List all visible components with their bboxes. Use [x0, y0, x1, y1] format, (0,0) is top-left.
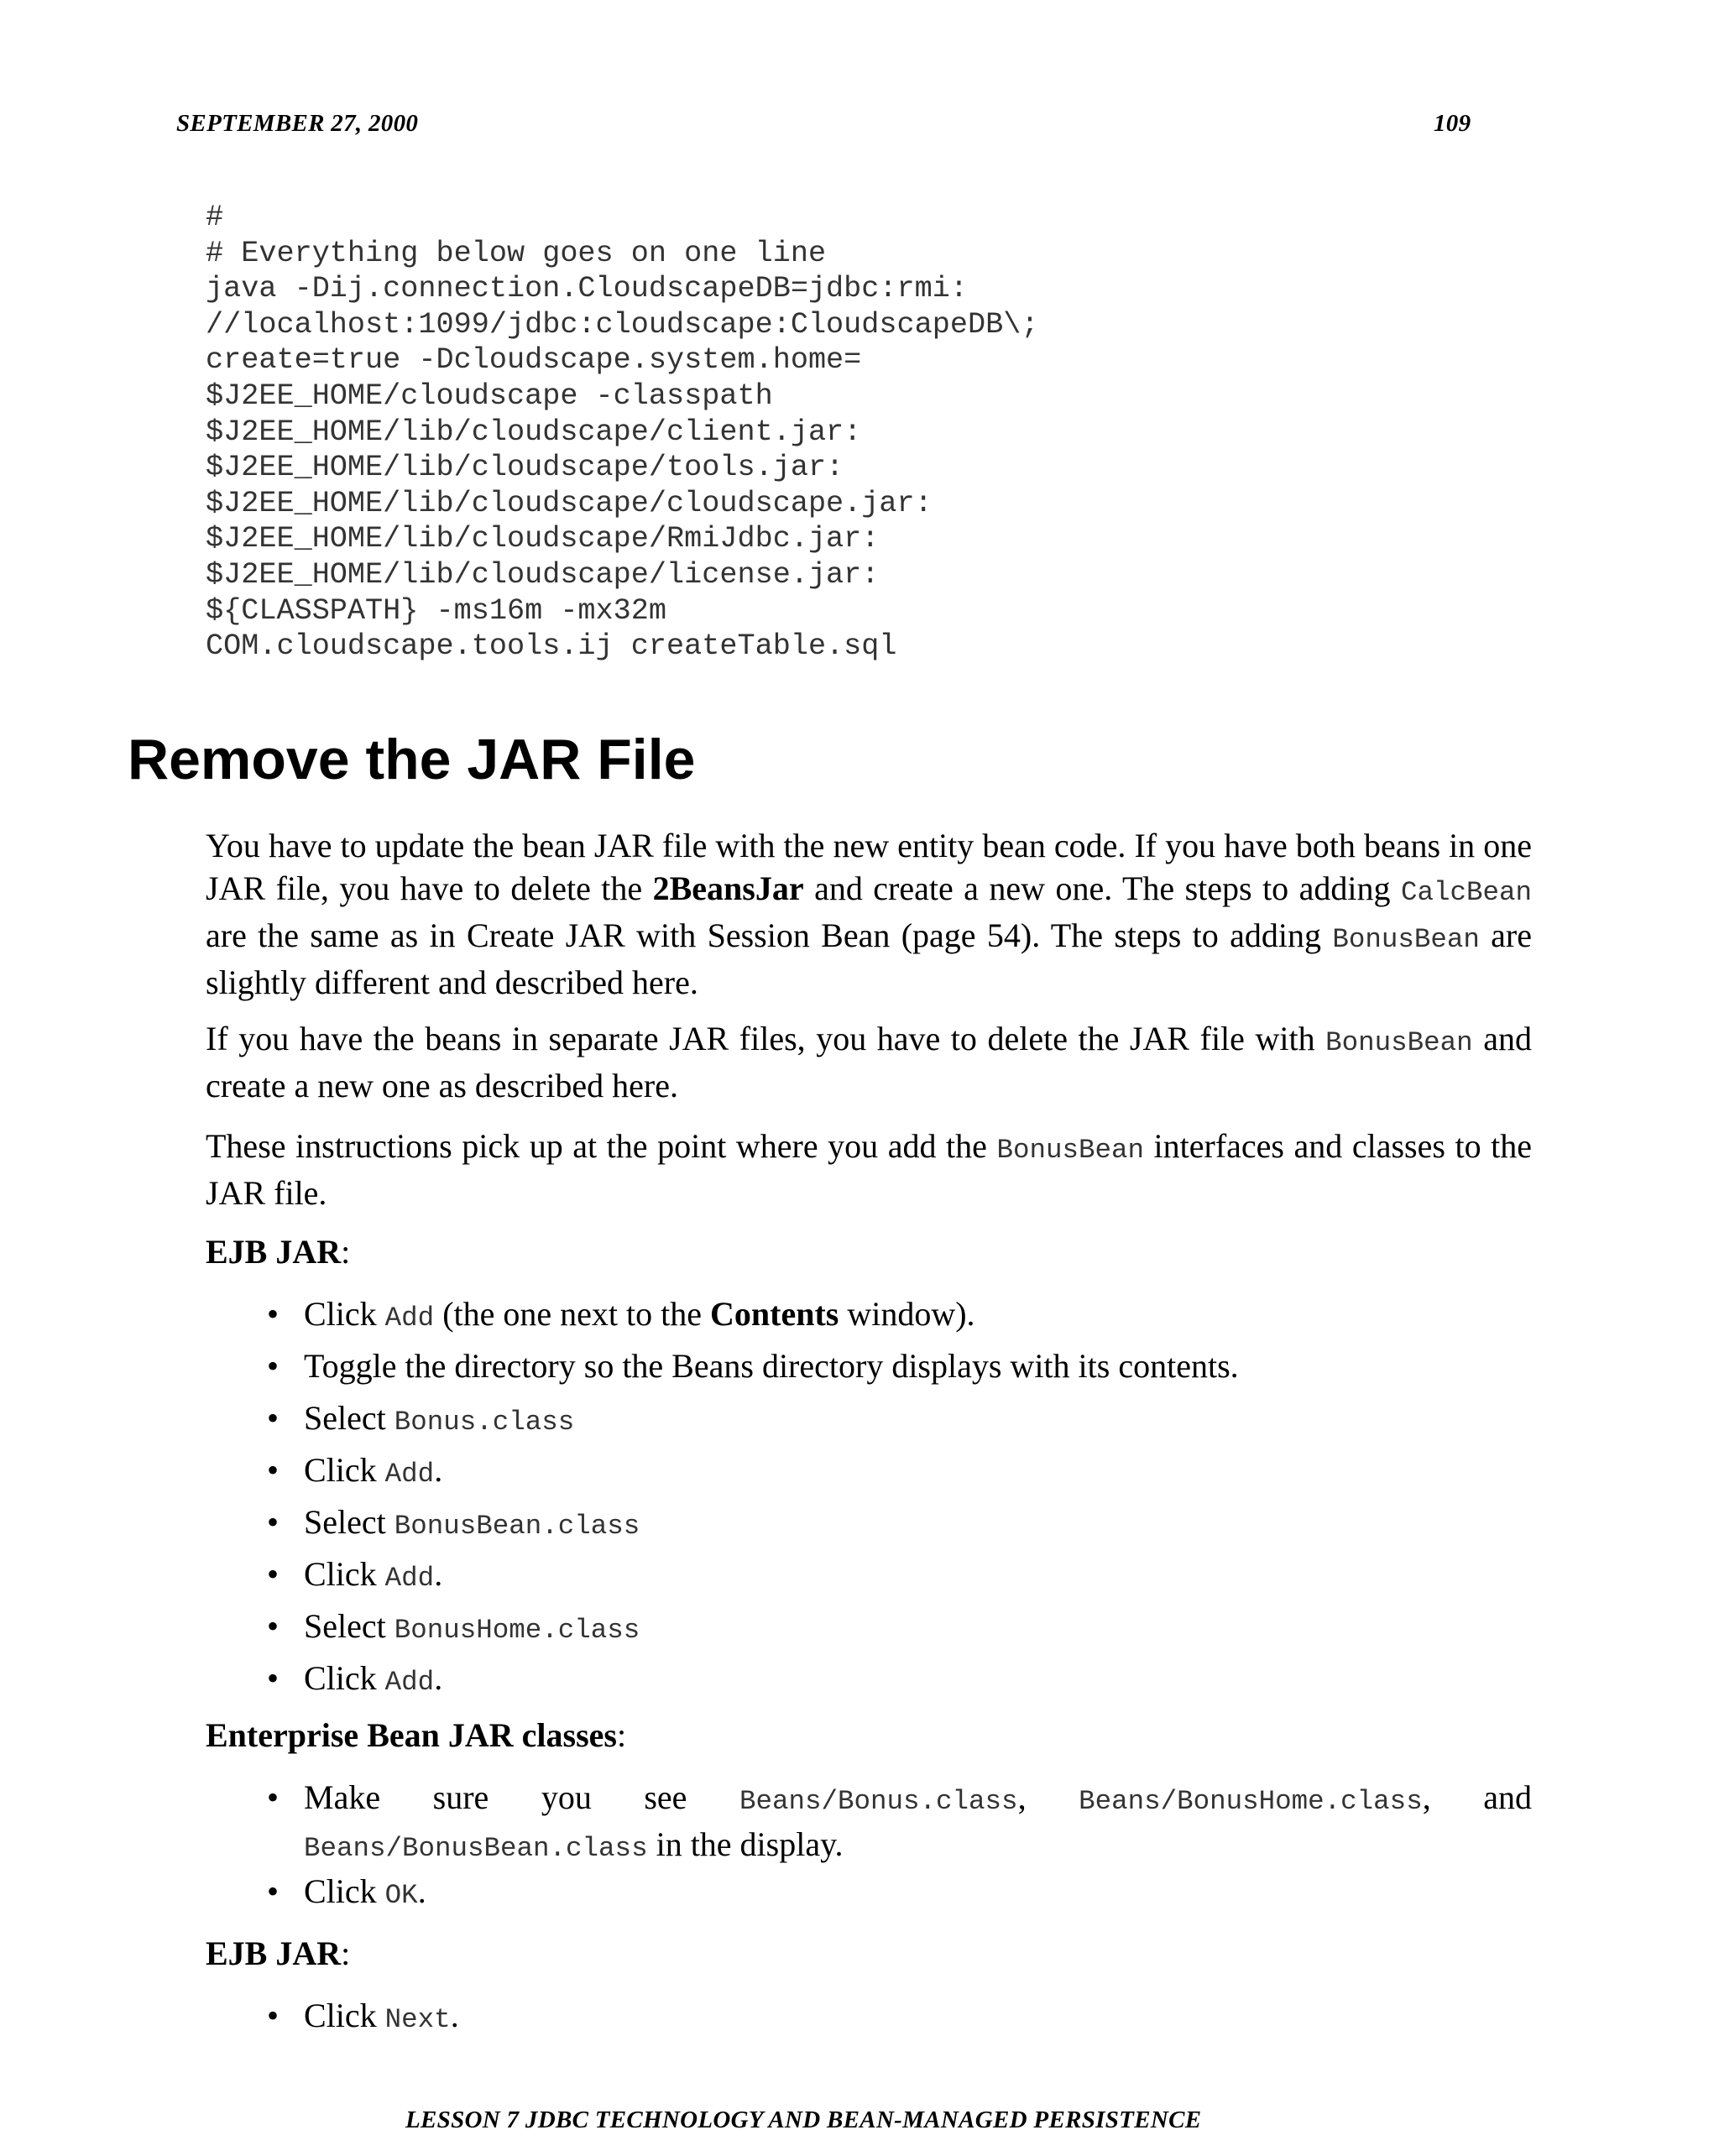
code-line: # Everything below goes on one line: [206, 236, 827, 270]
class-name: BonusBean: [996, 1135, 1144, 1166]
bullet-icon: •: [267, 1555, 280, 1593]
running-head-date: SEPTEMBER 27, 2000: [176, 110, 419, 137]
list-item: • Click Add.: [0, 1449, 1239, 1501]
page-number: 109: [1434, 110, 1471, 137]
bullet-icon: •: [267, 1503, 280, 1541]
code-line: $J2EE_HOME/lib/cloudscape/client.jar:: [206, 415, 862, 449]
bullet-icon: •: [267, 1451, 280, 1489]
class-name: CalcBean: [1400, 877, 1532, 908]
steps-list-ejb-jar-next: [0, 1994, 459, 2046]
paragraph-update-jar: You have to update the bean JAR file with the new entity bean code. If you have both beans in one JAR file, you have to delete the 2BeansJar and create a new one. The steps to adding CalcBean are the same as in Create JAR with Session Bean (page 54). The steps to adding BonusBean are slightly different and described here.: [206, 827, 1533, 1001]
code-line: #: [206, 201, 224, 234]
code-block: [206, 200, 1038, 665]
steps-list-ejb-jar: [0, 1292, 1239, 1709]
list-item: • Click OK.: [0, 1870, 1532, 1922]
running-foot: LESSON 7 JDBC TECHNOLOGY AND BEAN-MANAGED PERSISTENCE: [405, 2106, 1202, 2133]
code-line: $J2EE_HOME/lib/cloudscape/tools.jar:: [206, 451, 844, 485]
bullet-icon: •: [267, 1399, 280, 1437]
paragraph-instructions: These instructions pick up at the point where you add the BonusBean interfaces and classes to the JAR file.: [206, 1127, 1532, 1212]
section-title: Remove the JAR File: [128, 728, 696, 791]
label-ejb-jar: EJB JAR:: [206, 1934, 351, 1972]
bullet-icon: •: [267, 1778, 280, 1816]
list-item: • Select BonusBean.class: [0, 1501, 1239, 1553]
list-item: • Toggle the directory so the Beans directory displays with its contents.: [0, 1344, 1239, 1396]
code-line: $J2EE_HOME/lib/cloudscape/license.jar:: [206, 557, 880, 592]
steps-list-enterprise-bean: [0, 1776, 1532, 1922]
label-enterprise-bean-jar-classes: Enterprise Bean JAR classes:: [206, 1716, 627, 1754]
code-line: ${CLASSPATH} -ms16m -mx32m: [206, 593, 667, 628]
list-item: • Select Bonus.class: [0, 1396, 1239, 1449]
list-item: • Make sure you see Beans/Bonus.class, Beans/BonusHome.class, and Beans/BonusBean.class in the display.: [0, 1776, 1532, 1870]
class-name: BonusBean: [1325, 1027, 1473, 1058]
label-ejb-jar: EJB JAR:: [206, 1233, 351, 1271]
bullet-icon: •: [267, 1607, 280, 1645]
bullet-icon: •: [267, 1659, 280, 1697]
code-line: //localhost:1099/jdbc:cloudscape:CloudscapeDB\;: [206, 307, 1039, 342]
code-line: $J2EE_HOME/cloudscape -classpath: [206, 378, 773, 413]
code-line: create=true -Dcloudscape.system.home=: [206, 343, 862, 378]
code-line: $J2EE_HOME/lib/cloudscape/cloudscape.jar:: [206, 486, 933, 520]
paragraph-separate-jars: If you have the beans in separate JAR files, you have to delete the JAR file with BonusBean and create a new one as described here.: [206, 1020, 1532, 1104]
bullet-icon: •: [267, 1872, 280, 1910]
class-name: BonusBean: [1332, 924, 1480, 955]
jar-name: 2BeansJar: [652, 869, 804, 907]
list-item: • Click Next.: [0, 1994, 459, 2046]
list-item: • Select BonusHome.class: [0, 1605, 1239, 1657]
code-line: java -Dij.connection.CloudscapeDB=jdbc:rmi:: [206, 272, 968, 306]
list-item: • Click Add.: [0, 1657, 1239, 1709]
bullet-icon: •: [267, 1997, 280, 2034]
bullet-icon: •: [267, 1295, 280, 1333]
list-item: • Click Add (the one next to the Contents window).: [0, 1292, 1239, 1344]
code-line: COM.cloudscape.tools.ij createTable.sql: [206, 629, 897, 664]
list-item: • Click Add.: [0, 1553, 1239, 1605]
bullet-icon: •: [267, 1347, 280, 1385]
code-line: $J2EE_HOME/lib/cloudscape/RmiJdbc.jar:: [206, 522, 880, 556]
